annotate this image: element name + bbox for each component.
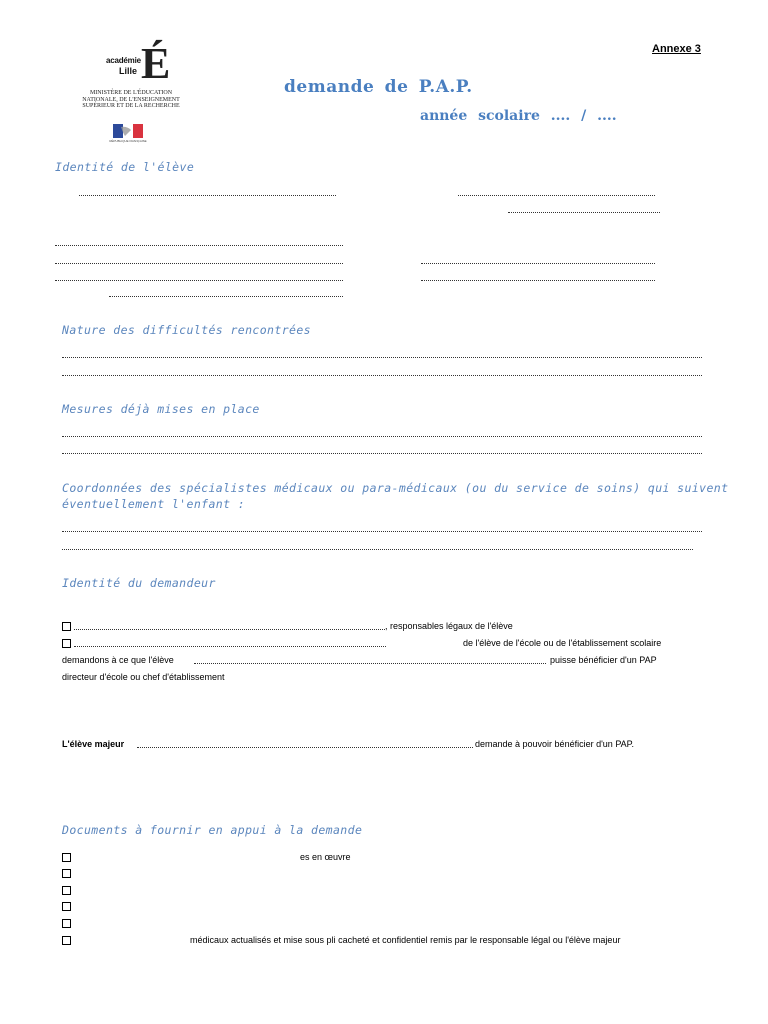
page-title: demande de P.A.P. xyxy=(284,77,473,97)
field-eleve-majeur[interactable] xyxy=(137,747,473,748)
field-prenom[interactable] xyxy=(458,195,655,196)
field-coordonnees-line-2[interactable] xyxy=(62,549,693,550)
field-commune[interactable] xyxy=(55,280,343,281)
field-demandeur-autre[interactable] xyxy=(74,646,386,647)
field-ecole[interactable] xyxy=(55,263,343,264)
field-mesures-line-2[interactable] xyxy=(62,453,702,454)
academie-lille-logo xyxy=(76,39,196,152)
eleve-majeur-text: demande à pouvoir bénéficier d'un PAP. xyxy=(475,739,634,749)
eleve-majeur-label: L'élève majeur xyxy=(62,739,125,749)
demandeur-line1-text: , responsables légaux de l'élève xyxy=(385,621,513,631)
demandeur-line4-text: directeur d'école ou chef d'établissement xyxy=(62,672,225,682)
field-telephone[interactable] xyxy=(421,280,655,281)
section-identite-demandeur: Identité du demandeur xyxy=(62,576,216,590)
field-responsables-legaux[interactable] xyxy=(74,629,385,630)
logo-e-letter: É xyxy=(141,39,171,88)
section-identite-eleve: Identité de l'élève xyxy=(55,160,195,174)
field-coordonnees-line-1[interactable] xyxy=(62,531,702,532)
field-autre[interactable] xyxy=(109,296,343,297)
ministry-text: MINISTÈRE DE L'ÉDUCATION NATIONALE, DE L'ENSEIGNEMENT SUPÉRIEUR ET DE LA RECHERCHE xyxy=(82,90,180,109)
logo-lille-text: Lille xyxy=(119,66,138,76)
section-documents: Documents à fournir en appui à la demande xyxy=(62,823,363,837)
marianne-flag-icon xyxy=(113,124,143,138)
checkbox-document-2[interactable] xyxy=(62,869,71,878)
demandeur-line2-text: de l'élève de l'école ou de l'établissement scolaire xyxy=(463,638,662,648)
checkbox-responsables-legaux[interactable] xyxy=(62,622,71,631)
section-nature-difficultes: Nature des difficultés rencontrées xyxy=(62,323,312,337)
checkbox-demandeur-autre[interactable] xyxy=(62,639,71,648)
field-difficultes-line-2[interactable] xyxy=(62,375,702,376)
document-1-text: es en œuvre xyxy=(300,852,351,862)
republique-caption: RÉPUBLIQUE FRANÇAISE xyxy=(109,139,147,143)
checkbox-document-6[interactable] xyxy=(62,936,71,945)
demandeur-line3-prefix: demandons à ce que l'élève xyxy=(62,655,174,665)
checkbox-document-1[interactable] xyxy=(62,853,71,862)
field-difficultes-line-1[interactable] xyxy=(62,357,702,358)
field-adresse[interactable] xyxy=(55,245,343,246)
checkbox-document-5[interactable] xyxy=(62,919,71,928)
checkbox-document-4[interactable] xyxy=(62,902,71,911)
logo-academie-text: académie xyxy=(106,56,141,65)
demandeur-line3-suffix: puisse bénéficier d'un PAP xyxy=(550,655,657,665)
section-mesures: Mesures déjà mises en place xyxy=(62,402,260,416)
section-coordonnees-line-1: Coordonnées des spécialistes médicaux ou para-médicaux (ou du service de soins) qui suivent xyxy=(62,481,729,495)
field-mesures-line-1[interactable] xyxy=(62,436,702,437)
field-date-naissance[interactable] xyxy=(508,212,660,213)
section-coordonnees-line-2: éventuellement l'enfant : xyxy=(62,497,246,511)
field-nom-eleve-demande[interactable] xyxy=(194,663,546,664)
field-nom[interactable] xyxy=(79,195,336,196)
field-classe[interactable] xyxy=(421,263,655,264)
annexe-label: Annexe 3 xyxy=(652,43,701,55)
checkbox-document-3[interactable] xyxy=(62,886,71,895)
school-year: année scolaire .... / .... xyxy=(420,108,617,124)
document-6-text: médicaux actualisés et mise sous pli cacheté et confidentiel remis par le responsable légal ou l'élève majeur xyxy=(190,935,621,945)
